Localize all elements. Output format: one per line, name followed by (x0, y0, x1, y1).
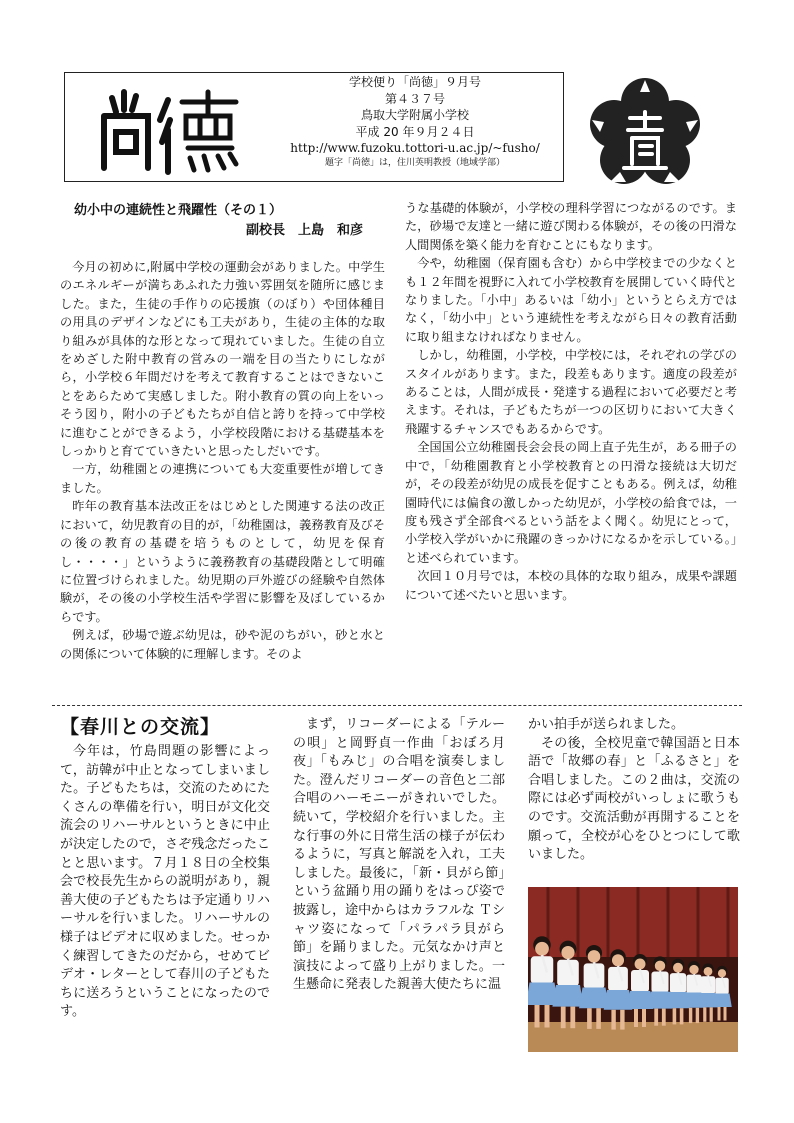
issue-number: 第４３７号 (384, 91, 445, 106)
section-title: 【春川との交流】 (60, 716, 221, 738)
issue-date: 平成 20 年９月２４日 (355, 124, 475, 139)
article-column-1 (60, 743, 270, 1022)
article-right-column (405, 199, 737, 604)
paragraph: 今や，幼稚園（保育園も含む）から中学校までの少なくとも１２年間を視野に入れて小学校教育を展開していく時代となりました。「小中」あるいは「幼小」というとらえ方ではなく，「幼小中」という連続性を考えながら日々の教育活動に取り組まなければなりません。 (405, 256, 737, 344)
paragraph: うな基礎的体験が，小学校の理科学習につながるのです。また，砂場で友達と一緒に遊び関わる体験が，その後の円滑な人間関係を築く能力を育むことにもなります。 (405, 201, 737, 252)
paragraph: その後，全校児童で韓国語と日本語で「故郷の春」と「ふるさと」を合唱しました。この２曲は，交流の際には必ず両校がいっしょに歌うものです。交流活動が再開することを願って，全校が心をひとつにして歌いました。 (528, 735, 740, 863)
paragraph: 次回１０月号では，本校の具体的な取り組み，成果や課題について述べたいと思います。 (405, 569, 737, 602)
paragraph: かい拍手が送られました。 (528, 717, 685, 732)
paragraph: 全国国公立幼稚園長会会長の岡上直子先生が，ある冊子の中で，「幼稚園教育と小学校教育との円滑な接続は大切だが，その段差が幼児の成長を促すこともある。例えば，幼稚園時代には偏食の激しかった幼児が，小学校の給食では，一度も残さず全部食べるという話をよく聞く。幼児にとって，小学校入学がいかに飛躍のきっかけになるかを示している。」と述べられています。 (405, 440, 737, 565)
newsletter-title: 学校便り「尚徳」９月号 (348, 75, 481, 89)
calligraphy-logo (90, 80, 250, 180)
paragraph: 今年は，竹島問題の影響によって，訪韓が中止となってしまいました。子どもたちは，交流のためにたくさんの準備を行い，明日が文化交流会のリハーサルというときに中止が決定したので，さぞ残念だったことと思います。７月１８日の全校集会で校長先生からの説明があり，親善大使の子どもたちは予定通りリハーサルを行いました。リハーサルの様子はビデオに収めました。せっかく練習してきたのだから，せめてビデオ・レターとして春川の子どもたちに送ろうということになったのです。 (60, 744, 270, 1020)
paragraph: まず，リコーダーによる「テルーの唄」と岡野貞一作曲「おぼろ月夜」「もみじ」の合唱を演奏しました。澄んだリコーダーの音色と二部合唱のハーモニーがきれいでした。続いて，学校紹介を行いました。主な行事の外に日常生活の様子が伝わるように，写真と解説を入れ，工夫しました。最後に，「新・貝がら節」という盆踊り用の踊りをはっぴ姿で披露し，途中からはカラフルな Ｔシャツ姿になって「パラパラ貝がら節」を踊りました。元気なかけ声と演技によって盛り上がりました。一生懸命に発表した親善大使たちに温 (293, 717, 505, 993)
article-left-column (60, 258, 385, 663)
paragraph: しかし，幼稚園，小学校，中学校には，それぞれの学びのスタイルがあります。また，段差もあります。適度の段差があることは，人間が成長・発達する過程において必要だと考えます。それは，子どもたちが一つの区切りにおいて大きく飛躍するチャンスでもあるからです。 (405, 348, 737, 436)
section-divider (52, 705, 742, 706)
school-name: 鳥取大学附属小学校 (360, 108, 469, 122)
article-title: 幼小中の連続性と飛躍性（その１） (74, 203, 283, 218)
school-emblem (580, 72, 710, 190)
paragraph: 今月の初めに,附属中学校の運動会がありました。中学生のエネルギーが満ちあふれた力強い雰囲気を随所に感じました。また，生徒の手作りの応援旗（のぼり）や団体種目の用具のデザインなどにも工夫があり，生徒の主体的な取り組みが具体的な形となって現れていました。生徒の自立をめざした附中教育の営みの一端を目の当たりにしながら，小学校６年間だけを考えて教育することはできないことをあらためて実感しました。附小教育の質の向上をいっそう図り，附小の子どもたちが自信と誇りを持って中学校に進むことができるよう，小学校段階における基礎基本をしっかりと育てていきたいと思ったしだいです。 (60, 260, 385, 459)
school-url[interactable]: http://www.fuzoku.tottori-u.ac.jp/~fusho/ (290, 141, 540, 155)
article-author: 副校長 上島 和彦 (246, 223, 364, 238)
paragraph: 例えば，砂場で遊ぶ幼児は，砂や泥のちがい，砂と水との関係について体験的に理解します。そのよ (60, 628, 385, 661)
article-column-2 (293, 716, 505, 995)
paragraph: 昨年の教育基本法改正をはじめとした関連する法の改正において，幼児教育の目的が，「幼稚園は，義務教育及びその後の教育の基礎を培うものとして，幼児を保育し・・・・」というように義務教育の基礎段階として明確に位置づけられました。幼児期の戸外遊びの経験や自然体験が，その後の小学校生活や学習に影響を及ぼしているからです。 (60, 499, 385, 624)
recorder-performance-photo (528, 887, 738, 1052)
calligraphy-credit: 題字「尚徳」は，住川英明教授（地域学部） (324, 157, 505, 168)
paragraph: 一方，幼稚園との連携についても大変重要性が増してきました。 (60, 462, 385, 495)
article-column-3 (528, 716, 740, 865)
masthead-text (270, 74, 560, 170)
